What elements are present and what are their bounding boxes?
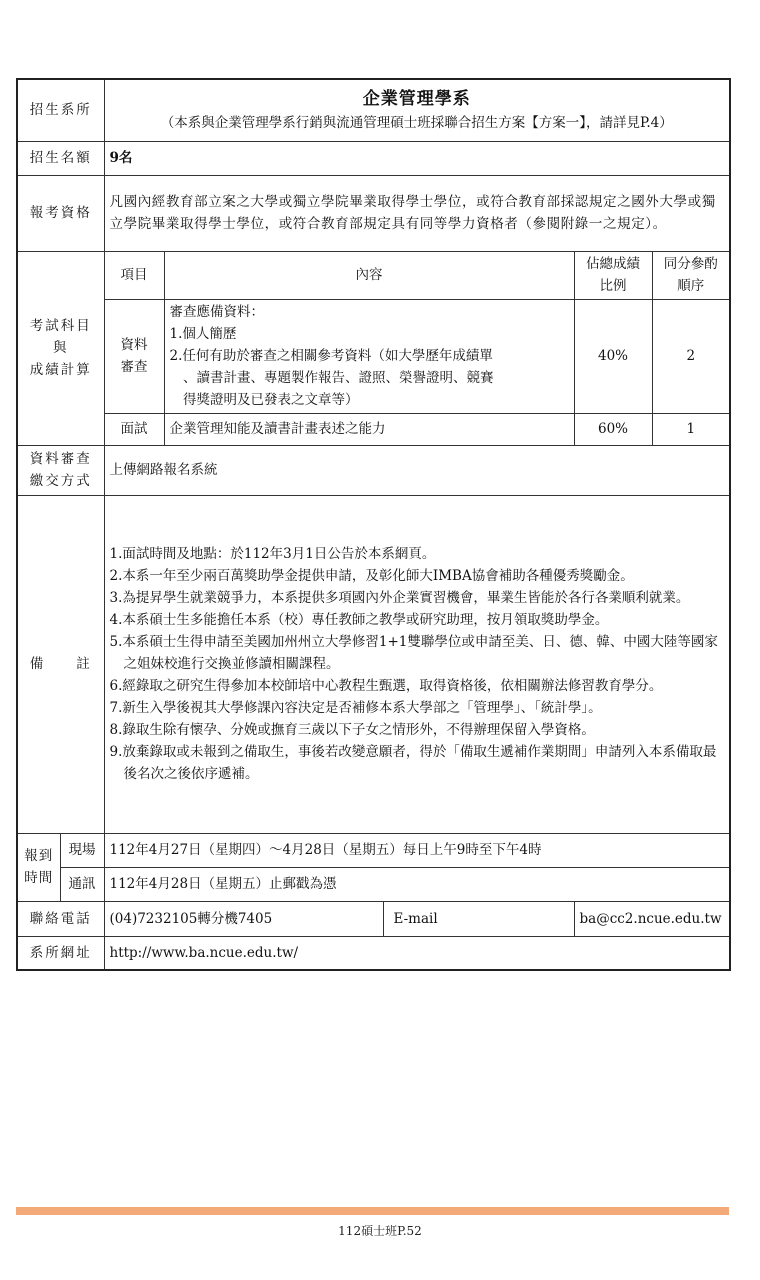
contact-email-value[interactable]: ba@cc2.ncue.edu.tw: [574, 901, 730, 936]
registration-mail-label: 通訊: [60, 867, 104, 901]
exam-label-line2: 與: [53, 340, 69, 356]
exam-item-review-line1: 資料: [120, 337, 148, 353]
submission-value: 上傳網路報名系統: [104, 445, 730, 495]
contact-phone-value: (04)7232105轉分機7405: [105, 902, 384, 936]
footer-bar: [16, 1207, 729, 1215]
remark-item: 6.經錄取之研究生得參加本校師培中心教程生甄選，取得資格後，依相關辦法修習教育學分。: [109, 678, 663, 694]
remark-item: 8.錄取生除有懷孕、分娩或撫育三歲以下子女之情形外，不得辦理保留入學資格。: [109, 722, 595, 738]
eligibility-row: [17, 175, 730, 251]
registration-onsite-label: 現場: [60, 833, 104, 867]
remark-item: 7.新生入學後視其大學修課內容決定是否補修本系大學部之「管理學」、「統計學」。: [109, 700, 602, 716]
exam-header-content: 內容: [164, 251, 574, 299]
exam-header-item: 項目: [104, 251, 164, 299]
remark-item: 9.放棄錄取或未報到之備取生，事後若改變意願者，得於「備取生遞補作業期間」申請列入本系備取最後名次之後依序遞補。: [109, 744, 717, 782]
remark-item: 5.本系碩士生得申請至美國加州州立大學修習1+1雙聯學位或申請至美、日、德、韓、中國大陸等國家之姐妹校進行交換並修讀相關課程。: [109, 634, 718, 672]
quota-row: [17, 141, 730, 175]
remarks-row: [17, 495, 730, 833]
registration-mail-row: [17, 867, 730, 901]
remark-item: 2.本系一年至少兩百萬獎助學金提供申請，及彰化師大IMBA協會補助各種優秀獎勵金。: [109, 568, 634, 584]
submission-label-line1: 資料審查: [29, 451, 92, 467]
remark-item: 4.本系碩士生多能擔任本系（校）專任教師之教學或研究助理，按月領取獎助學金。: [109, 612, 609, 628]
exam-header-ratio-line2: 比例: [599, 278, 627, 294]
registration-mail-value: 112年4月28日（星期五）止郵戳為憑: [104, 867, 730, 901]
exam-content-line: 審查應備資料：: [169, 304, 264, 320]
quota-label: 招生名額: [17, 141, 104, 175]
exam-order-review: 2: [652, 299, 730, 413]
exam-label-line1: 考試科目: [29, 318, 92, 334]
dept-cell: [104, 79, 730, 141]
remarks-label: 備 註: [17, 495, 104, 833]
website-label: 系所網址: [17, 936, 104, 970]
exam-label-line3: 成績計算: [29, 362, 92, 378]
website-row: [17, 936, 730, 970]
contact-phone-cell: [104, 901, 574, 936]
exam-header-order-line1: 同分參酌: [663, 256, 718, 272]
footer-page-number: 112碩士班P.52: [338, 1224, 422, 1238]
exam-content-review: [164, 299, 574, 413]
registration-onsite-value: 112年4月27日（星期四）～4月28日（星期五）每日上午9時至下午4時: [104, 833, 730, 867]
exam-content-line: 1.個人簡歷: [169, 326, 237, 342]
exam-item-review: [104, 299, 164, 413]
exam-content-interview: 企業管理知能及讀書計畫表述之能力: [164, 413, 574, 445]
submission-label: [17, 445, 104, 495]
remarks-list: [110, 543, 725, 785]
dept-row: [17, 79, 730, 141]
exam-content-line: 、讀書計畫、專題製作報告、證照、榮譽證明、競賽: [169, 370, 494, 386]
website-link[interactable]: http://www.ba.ncue.edu.tw/: [104, 936, 730, 970]
registration-label: [17, 833, 60, 901]
exam-ratio-interview: 60%: [574, 413, 652, 445]
registration-onsite-row: [17, 833, 730, 867]
exam-row-interview: [17, 413, 730, 445]
admission-table: [16, 78, 731, 971]
exam-item-review-line2: 審查: [120, 359, 148, 375]
contact-row: [17, 901, 730, 936]
submission-label-line2: 繳交方式: [29, 473, 92, 489]
exam-row-review: [17, 299, 730, 413]
remark-item: 1.面試時間及地點：於112年3月1日公告於本系網頁。: [109, 546, 436, 562]
submission-row: [17, 445, 730, 495]
contact-phone-label: 聯絡電話: [17, 901, 104, 936]
eligibility-label: 報考資格: [17, 175, 104, 251]
exam-header-order-line2: 順序: [677, 278, 705, 294]
dept-name: 企業管理學系: [362, 89, 471, 110]
exam-header-order: [652, 251, 730, 299]
registration-label-line2: 時間: [24, 870, 54, 886]
registration-label-line1: 報到: [24, 848, 54, 864]
exam-header-row: [17, 251, 730, 299]
remarks-content: [104, 495, 730, 833]
exam-order-interview: 1: [652, 413, 730, 445]
eligibility-text: 凡國內經教育部立案之大學或獨立學院畢業取得學士學位，或符合教育部採認規定之國外大學或獨立學院畢業取得學士學位，或符合教育部規定具有同等學力資格者（參閱附錄一之規定）。: [104, 175, 730, 251]
quota-value: 9名: [104, 141, 730, 175]
exam-header-ratio-line1: 佔總成績: [586, 256, 640, 272]
dept-note: （本系與企業管理學系行銷與流通管理碩士班採聯合招生方案【方案一】，請詳見P.4）: [160, 115, 673, 132]
exam-content-line: 2.任何有助於審查之相關參考資料（如大學歷年成績單: [169, 348, 493, 364]
exam-content-line: 得獎證明及已發表之文章等）: [169, 392, 359, 408]
exam-item-interview: 面試: [104, 413, 164, 445]
exam-label: [17, 251, 104, 445]
exam-ratio-review: 40%: [574, 299, 652, 413]
remark-item: 3.為提昇學生就業競爭力，本系提供多項國內外企業實習機會，畢業生皆能於各行各業順利就業。: [109, 590, 690, 606]
contact-email-label: E-mail: [393, 910, 438, 927]
dept-label: 招生系所: [17, 79, 104, 141]
exam-header-ratio: [574, 251, 652, 299]
